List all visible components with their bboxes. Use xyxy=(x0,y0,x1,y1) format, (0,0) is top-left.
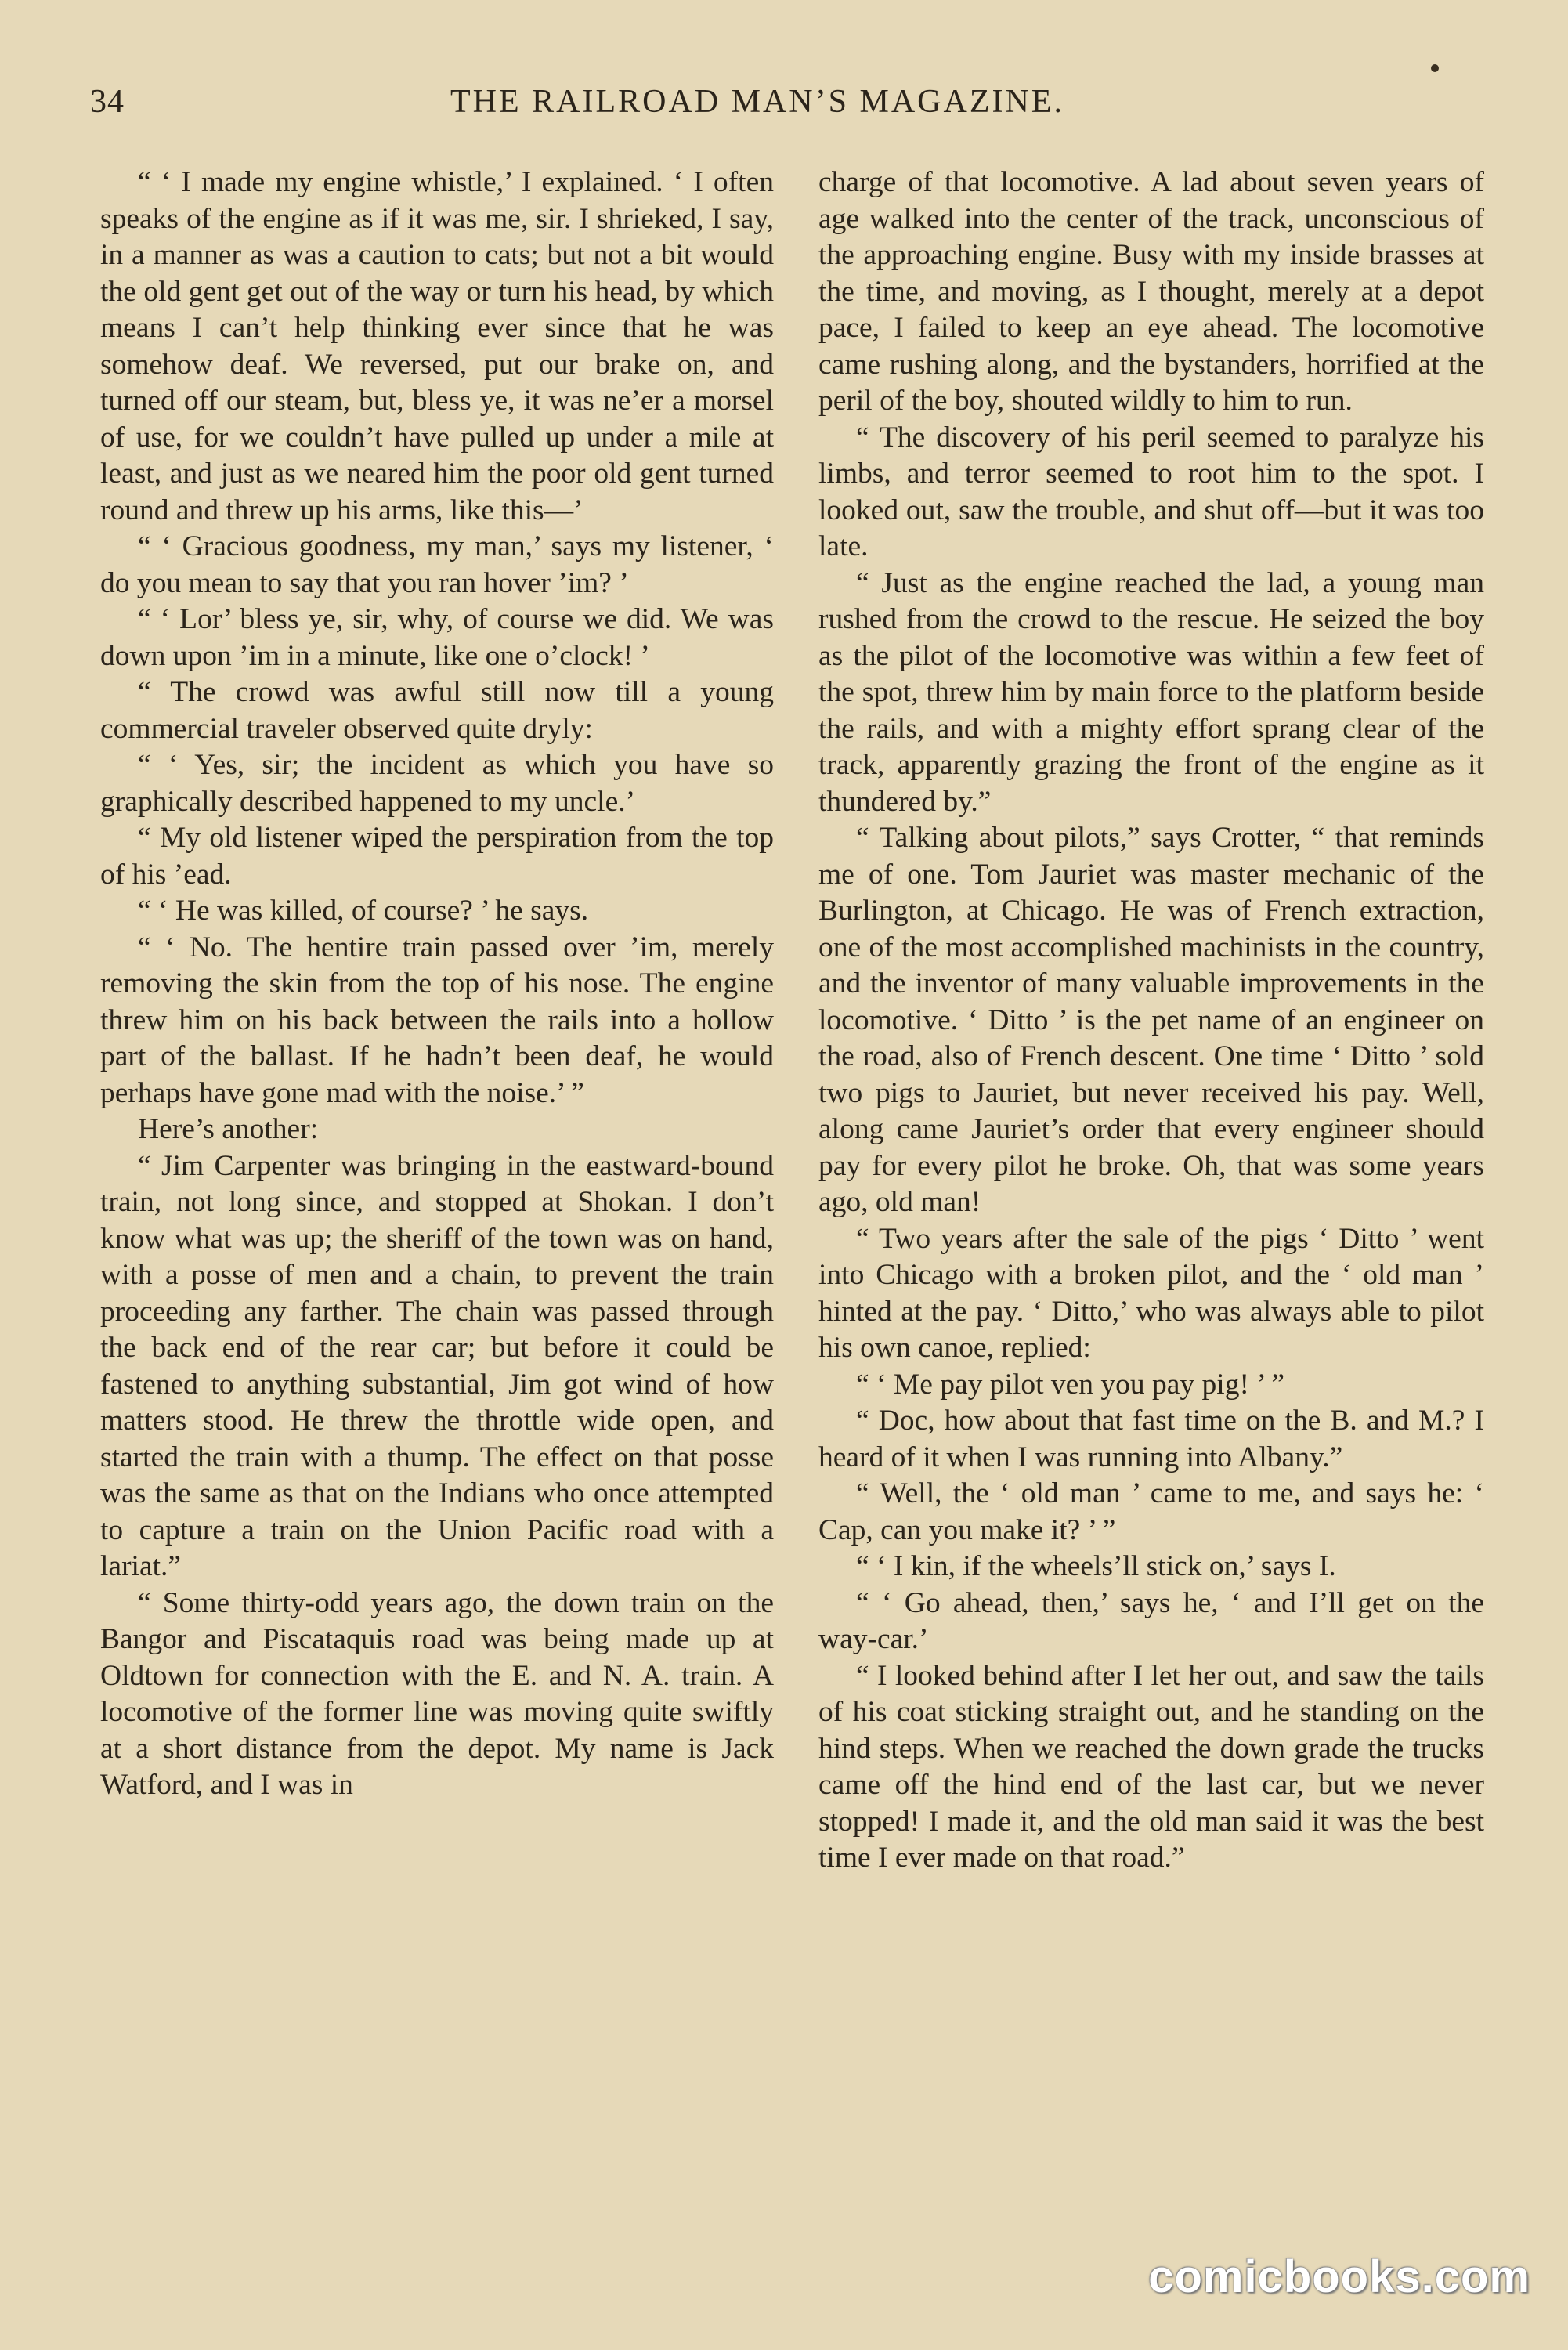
paragraph: “ ‘ No. The hentire train passed over ’im, merely removing the skin from the top of his nose. The engine threw him on his back between the rails into a hollow part of the ballast. If he hadn’t been deaf, he would perhaps have gone mad with the noise.’ ” xyxy=(100,931,774,1109)
paragraph: “ Just as the engine reached the lad, a young man rushed from the crowd to the rescue. He seized the boy as the pilot of the locomotive was within a few feet of the spot, threw him by main force to the platform beside the rails, and with a mighty effort sprang clear of the track, apparently grazing the front of the engine as it thundered by.” xyxy=(818,566,1484,818)
paragraph: “ My old listener wiped the perspiration from the top of his ’ead. xyxy=(100,822,774,891)
running-title: THE RAILROAD MAN’S MAGAZINE. xyxy=(450,84,1064,120)
paragraph: “ Talking about pilots,” says Crotter, “ that reminds me of one. Tom Jauriet was master mechanic of the Burlington, at Chicago. He was of French extraction, one of the most accomplished machinists in the country, and the inventor of many valuable improvements in the locomotive. ‘ Ditto ’ is the pet name of an engineer on the road, also of French descent. One time ‘ Ditto ’ sold two pigs to Jauriet, but never received his pay. Well, along came Jauriet’s order that every engineer should pay for every pilot he broke. Oh, that was some years ago, old man! xyxy=(818,822,1484,1218)
paragraph: “ ‘ Go ahead, then,’ says he, ‘ and I’ll get on the way-car.’ xyxy=(818,1586,1484,1655)
paragraph: “ The crowd was awful still now till a young commercial traveler observed quite dryly: xyxy=(100,676,774,745)
paragraph: Here’s another: xyxy=(138,1113,319,1145)
paragraph: “ Some thirty-odd years ago, the down train on the Bangor and Piscataquis road was being made up at Oldtown for connection with the E. and N. A. train. A locomotive of the former line was moving quite swiftly at a short distance from the depot. My name is Jack Watford, and I was in xyxy=(100,1586,774,1801)
paragraph: “ Two years after the sale of the pigs ‘ Ditto ’ went into Chicago with a broken pilot, and the ‘ old man ’ hinted at the pay. ‘ Ditto,’ who was always able to pilot his own canoe, replied: xyxy=(818,1222,1484,1364)
paragraph: “ Well, the ‘ old man ’ came to me, and says he: ‘ Cap, can you make it? ’ ” xyxy=(818,1477,1484,1546)
paragraph: “ ‘ Me pay pilot ven you pay pig! ’ ” xyxy=(856,1368,1285,1401)
paragraph: “ ‘ He was killed, of course? ’ he says. xyxy=(138,895,589,927)
page-header xyxy=(90,78,1480,133)
paragraph: “ I looked behind after I let her out, and saw the tails of his coat sticking straight out, and he standing on the hind steps. When we reached the down grade the trucks came off the hind end of the last car, but we never stopped! I made it, and the old man said it was the best time I ever made on that road.” xyxy=(818,1659,1484,1874)
left-column xyxy=(100,164,774,1804)
paragraph: “ ‘ Lor’ bless ye, sir, why, of course we did. We was down upon ’im in a minute, like one o’clock! ’ xyxy=(100,603,774,672)
paragraph: “ ‘ Yes, sir; the incident as which you have so graphically described happened to my uncle.’ xyxy=(100,749,774,818)
watermark: comicbooks.com xyxy=(1148,2251,1530,2302)
paragraph: “ ‘ Gracious goodness, my man,’ says my listener, ‘ do you mean to say that you ran hover ’im? ’ xyxy=(100,530,774,599)
paragraph: “ The discovery of his peril seemed to paralyze his limbs, and terror seemed to root him to the spot. I looked out, saw the trouble, and shut off—but it was too late. xyxy=(818,421,1484,562)
paragraph: “ Doc, how about that fast time on the B. and M.? I heard of it when I was running into Albany.” xyxy=(818,1405,1484,1473)
page-number: 34 xyxy=(90,84,125,120)
paragraph: “ Jim Carpenter was bringing in the eastward-bound train, not long since, and stopped at Shokan. I don’t know what was up; the sheriff of the town was on hand, with a posse of men and a chain, to prevent the train proceeding any farther. The chain was passed through the back end of the rear car; but before it could be fastened to anything substantial, Jim got wind of how matters stood. He threw the throttle wide open, and started the train with a thump. The effect on that posse was the same as that on the Indians who once attempted to capture a train on the Union Pacific road with a lariat.” xyxy=(100,1149,774,1582)
paragraph: charge of that locomotive. A lad about seven years of age walked into the center of the track, unconscious of the approaching engine. Busy with my inside brasses at the time, and moving, as I thought, merely at a depot pace, I failed to keep an eye ahead. The locomotive came rushing along, and the bystanders, horrified at the peril of the boy, shouted wildly to him to run. xyxy=(818,166,1484,417)
paragraph: “ ‘ I kin, if the wheels’ll stick on,’ says I. xyxy=(856,1550,1336,1582)
ink-speck xyxy=(1431,64,1439,72)
right-column xyxy=(818,164,1484,1877)
paragraph: “ ‘ I made my engine whistle,’ I explained. ‘ I often speaks of the engine as if it was me, sir. I shrieked, I say, in a manner as was a caution to cats; but not a bit would the old gent get out of the way or turn his head, by which means I can’t help thinking ever since that he was somehow deaf. We reversed, put our brake on, and turned off our steam, but, bless ye, it was ne’er a morsel of use, for we couldn’t have pulled up under a mile at least, and just as we neared him the poor old gent turned round and threw up his arms, like this—’ xyxy=(100,166,774,526)
